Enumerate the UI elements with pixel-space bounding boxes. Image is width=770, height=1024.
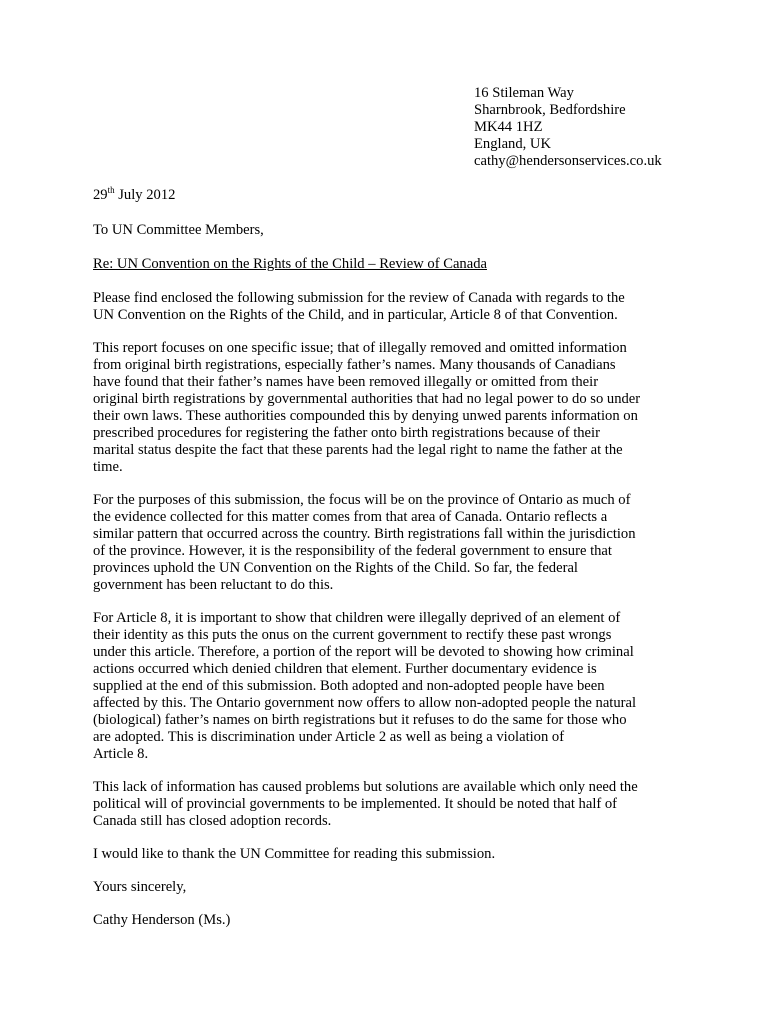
paragraph-intro	[93, 290, 683, 324]
paragraph-line: prescribed procedures for registering the father onto birth registrations because of their	[93, 425, 600, 441]
paragraph-line: This lack of information has caused problems but solutions are available which only need the	[93, 779, 638, 795]
paragraph-line: their own laws. These authorities compounded this by denying unwed parents information on	[93, 408, 638, 424]
paragraph-line: Canada still has closed adoption records.	[93, 813, 332, 829]
paragraph-line: government has been reluctant to do this.	[93, 577, 334, 593]
paragraph-ontario	[93, 492, 683, 594]
paragraph-line: (biological) father’s names on birth registrations but it refuses to do the same for those who	[93, 712, 627, 728]
paragraph-line: the evidence collected for this matter comes from that area of Canada. Ontario reflects a	[93, 509, 608, 525]
letter-body	[93, 290, 683, 945]
address-street: 16 Stileman Way	[474, 85, 574, 101]
paragraph-line: Please find enclosed the following submission for the review of Canada with regards to the	[93, 290, 625, 306]
paragraph-line: UN Convention on the Rights of the Child, and in particular, Article 8 of that Convention.	[93, 307, 618, 323]
paragraph-line: have found that their father’s names have been removed illegally or omitted from their	[93, 374, 599, 390]
closing: Yours sincerely,	[93, 879, 187, 895]
date-suffix: th	[107, 185, 115, 196]
signature-name: Cathy Henderson (Ms.)	[93, 912, 231, 928]
paragraph-line: affected by this. The Ontario government now offers to allow non-adopted people the natural	[93, 695, 637, 711]
subject-line: Re: UN Convention on the Rights of the Child – Review of Canada	[93, 256, 487, 272]
paragraph-line: actions occurred which denied children that element. Further documentary evidence is	[93, 661, 597, 677]
paragraph-line: I would like to thank the UN Committee for reading this submission.	[93, 846, 496, 862]
paragraph-line: political will of provincial governments to be implemented. It should be noted that half of	[93, 796, 618, 812]
paragraph-line: Article 8.	[93, 746, 149, 762]
date-month-year: July 2012	[114, 187, 176, 203]
paragraph-line: from original birth registrations, especially father’s names. Many thousands of Canadians	[93, 357, 616, 373]
paragraph-line: For the purposes of this submission, the focus will be on the province of Ontario as much of	[93, 492, 631, 508]
paragraph-line: provinces uphold the UN Convention on the Rights of the Child. So far, the federal	[93, 560, 578, 576]
address-country: England, UK	[474, 136, 552, 152]
sender-address	[474, 85, 754, 170]
paragraph-solutions	[93, 779, 683, 830]
paragraph-issue	[93, 340, 683, 476]
address-town: Sharnbrook, Bedfordshire	[474, 102, 626, 118]
paragraph-line: marital status despite the fact that these parents had the legal right to name the father at the	[93, 442, 623, 458]
paragraph-line: supplied at the end of this submission. Both adopted and non-adopted people have been	[93, 678, 605, 694]
paragraph-line: time.	[93, 459, 123, 475]
paragraph-line: of the province. However, it is the responsibility of the federal government to ensure that	[93, 543, 612, 559]
paragraph-line: This report focuses on one specific issue; that of illegally removed and omitted information	[93, 340, 627, 356]
date-day: 29	[93, 187, 108, 203]
address-postcode: MK44 1HZ	[474, 119, 543, 135]
paragraph-article-8	[93, 610, 683, 763]
paragraph-line: under this article. Therefore, a portion of the report will be devoted to showing how criminal	[93, 644, 634, 660]
paragraph-line: are adopted. This is discrimination under Article 2 as well as being a violation of	[93, 729, 565, 745]
paragraph-line: similar pattern that occurred across the country. Birth registrations fall within the jurisdiction	[93, 526, 636, 542]
paragraph-line: For Article 8, it is important to show that children were illegally deprived of an element of	[93, 610, 621, 626]
salutation: To UN Committee Members,	[93, 222, 264, 238]
paragraph-line: original birth registrations by governmental authorities that had no legal power to do so under	[93, 391, 641, 407]
paragraph-line: their identity as this puts the onus on the current government to rectify these past wrongs	[93, 627, 612, 643]
letter-date	[93, 187, 175, 204]
paragraph-thanks	[93, 846, 683, 863]
address-email: cathy@hendersonservices.co.uk	[474, 153, 662, 169]
